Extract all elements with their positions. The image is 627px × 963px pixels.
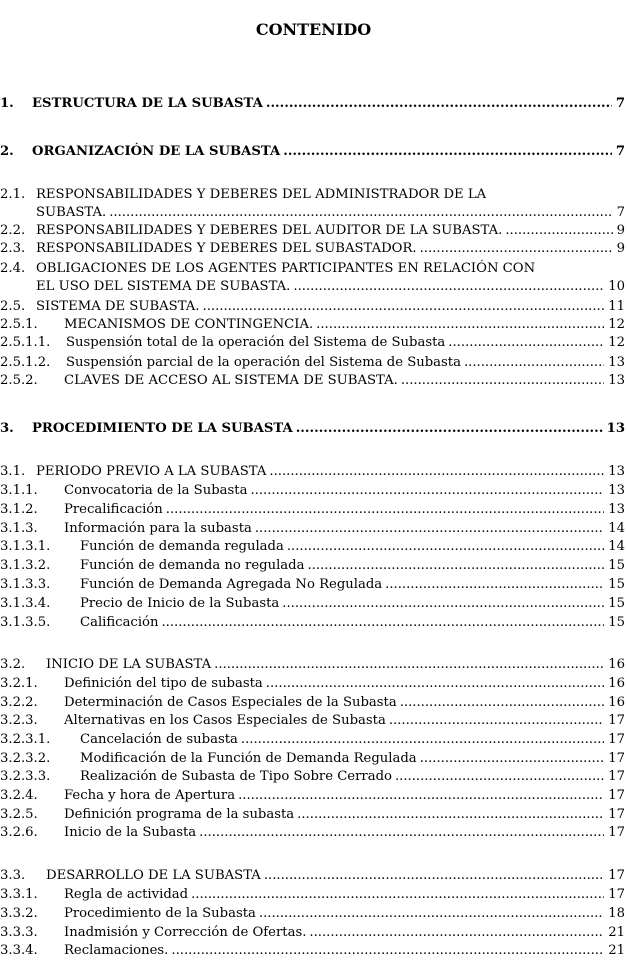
toc-entry-title: Modificación de la Función de Demanda Regulada [80, 751, 417, 766]
toc-leader-dots [400, 694, 605, 712]
toc-leader-dots [241, 731, 604, 749]
toc-entry-page: 13 [608, 464, 625, 479]
toc-leader-dots [283, 143, 612, 161]
toc-leader-dots [161, 614, 604, 632]
toc-entry[interactable] [0, 712, 627, 730]
toc-entry[interactable] [0, 334, 627, 352]
toc-entry-title: Definición del tipo de subasta [64, 676, 263, 691]
toc-entry[interactable] [0, 354, 627, 372]
toc-leader-dots [238, 787, 604, 805]
toc-entry-number: 3.1.1. [0, 483, 38, 498]
toc-leader-dots [259, 905, 604, 923]
toc-entry-title: Función de Demanda Agregada No Regulada [80, 577, 383, 592]
toc-entry-number: 3.2.6. [0, 825, 38, 840]
toc-entry-number: 2.5.2. [0, 373, 38, 388]
toc-entry-number: 3.1. [0, 464, 26, 479]
toc-leader-dots [385, 576, 604, 594]
toc-entry-title: Determinación de Casos Especiales de la Subasta [64, 695, 397, 710]
toc-leader-dots [269, 463, 604, 481]
toc-entry[interactable] [0, 557, 627, 575]
toc-entry-title: ESTRUCTURA DE LA SUBASTA [32, 96, 263, 111]
toc-entry-page: 18 [608, 906, 625, 921]
toc-entry-title-continuation: SUBASTA. [36, 205, 107, 220]
toc-entry-number: 3.1.3. [0, 521, 38, 536]
toc-leader-dots [203, 298, 605, 316]
toc-entry-title: RESPONSABILIDADES Y DEBERES DEL AUDITOR DE LA SUBASTA. [36, 223, 503, 238]
toc-entry-number: 3.1.3.2. [0, 558, 51, 573]
toc-entry-number: 3.2.3.1. [0, 732, 51, 747]
toc-entry-title: MECANISMOS DE CONTINGENCIA. [64, 317, 314, 332]
toc-entry-page: 7 [615, 96, 625, 111]
toc-entry-page: 17 [608, 732, 625, 747]
toc-entry[interactable] [0, 463, 627, 481]
toc-leader-dots [191, 886, 604, 904]
toc-entry-title: RESPONSABILIDADES Y DEBERES DEL SUBASTADOR. [36, 241, 417, 256]
toc-leader-dots [199, 824, 604, 842]
toc-entry[interactable] [0, 316, 627, 334]
toc-entry-page: 21 [608, 925, 625, 940]
toc-leader-dots [266, 95, 612, 113]
toc-entry-title: RESPONSABILIDADES Y DEBERES DEL ADMINISTRADOR DE LA [36, 187, 487, 202]
toc-entry[interactable] [0, 372, 627, 390]
toc-entry-title: Regla de actividad [64, 887, 189, 902]
toc-entry-number: 2.4. [0, 261, 26, 276]
toc-title: CONTENIDO [255, 20, 372, 39]
toc-entry[interactable] [0, 750, 627, 768]
toc-entry[interactable] [0, 501, 627, 519]
toc-entry[interactable] [0, 222, 627, 240]
toc-entry-title: Realización de Subasta de Tipo Sobre Cerrado [80, 769, 392, 784]
toc-entry-page: 10 [608, 279, 625, 294]
toc-leader-dots [109, 204, 612, 222]
toc-entry-number: 3.1.3.3. [0, 577, 51, 592]
toc-entry-number: 3.2.3.2. [0, 751, 51, 766]
toc-entry-page: 13 [608, 373, 625, 388]
toc-entry-title: Suspensión total de la operación del Sistema de Subasta [66, 335, 446, 350]
toc-entry-number: 2. [0, 144, 14, 159]
toc-entry[interactable] [0, 675, 627, 693]
toc-leader-dots [287, 538, 604, 556]
toc-leader-dots [293, 278, 604, 296]
toc-leader-dots [264, 867, 604, 885]
toc-entry-number: 3.3.1. [0, 887, 38, 902]
toc-entry[interactable] [0, 298, 627, 316]
toc-entry-title: Cancelación de subasta [80, 732, 238, 747]
toc-entry-title: INICIO DE LA SUBASTA [46, 657, 212, 672]
toc-entry-title: Fecha y hora de Apertura [64, 788, 236, 803]
toc-entry-page: 12 [608, 335, 625, 350]
toc-leader-dots [309, 924, 604, 942]
toc-entry-number: 3.3.4. [0, 943, 38, 958]
toc-leader-dots [166, 501, 604, 519]
toc-entry-page: 15 [608, 615, 625, 630]
toc-entry-number: 2.5.1. [0, 317, 38, 332]
toc-entry-number: 2.2. [0, 223, 26, 238]
toc-entry-title: Información para la subasta [64, 521, 252, 536]
toc-entry-title-continuation: EL USO DEL SISTEMA DE SUBASTA. [36, 279, 291, 294]
toc-entry-page: 11 [608, 299, 625, 314]
toc-entry-page: 15 [608, 596, 625, 611]
toc-leader-dots [282, 595, 604, 613]
toc-entry-title: Precalificación [64, 502, 163, 517]
toc-entry[interactable] [0, 924, 627, 942]
toc-entry-title: Definición programa de la subasta [64, 807, 295, 822]
toc-entry-number: 3.1.3.4. [0, 596, 51, 611]
toc-entry[interactable] [0, 731, 627, 749]
toc-entry-number: 3.1.3.5. [0, 615, 51, 630]
toc-leader-dots [448, 334, 604, 352]
toc-entry-page: 16 [608, 676, 625, 691]
toc-entry-title: OBLIGACIONES DE LOS AGENTES PARTICIPANTES EN RELACIÓN CON [36, 261, 536, 276]
toc-entry-number: 3.2.2. [0, 695, 38, 710]
toc-entry[interactable] [0, 143, 627, 161]
toc-leader-dots [505, 222, 612, 240]
toc-entry-title: Convocatoria de la Subasta [64, 483, 248, 498]
toc-entry-number: 1. [0, 96, 14, 111]
toc-entry-number: 3.3. [0, 868, 26, 883]
toc-entry-page: 17 [608, 769, 625, 784]
toc-entry-number: 3.3.3. [0, 925, 38, 940]
toc-leader-dots [401, 372, 604, 390]
toc-entry-number: 3.2.1. [0, 676, 38, 691]
toc-entry-title: PROCEDIMIENTO DE LA SUBASTA [32, 421, 293, 436]
toc-leader-dots [297, 806, 604, 824]
toc-entry-title: DESARROLLO DE LA SUBASTA [46, 868, 261, 883]
toc-entry[interactable] [0, 824, 627, 842]
toc-leader-dots [307, 557, 604, 575]
toc-entry-title: ORGANIZACIÓN DE LA SUBASTA [32, 144, 281, 159]
toc-leader-dots [266, 675, 604, 693]
toc-entry-title: Función de demanda no regulada [80, 558, 305, 573]
toc-entry-page: 14 [608, 539, 625, 554]
toc-entry[interactable] [0, 576, 627, 594]
toc-entry-page: 15 [608, 558, 625, 573]
toc-leader-dots [316, 316, 604, 334]
toc-entry-page: 17 [608, 713, 625, 728]
toc-entry-title: CLAVES DE ACCESO AL SISTEMA DE SUBASTA. [64, 373, 398, 388]
toc-entry[interactable] [0, 595, 627, 613]
toc-entry-number: 3.1.3.1. [0, 539, 51, 554]
toc-entry-number: 3. [0, 421, 14, 436]
toc-entry[interactable] [0, 694, 627, 712]
toc-entry-title: PERIODO PREVIO A LA SUBASTA [36, 464, 267, 479]
toc-entry-title: Alternativas en los Casos Especiales de Subasta [64, 713, 386, 728]
toc-entry-number: 3.2. [0, 657, 26, 672]
toc-leader-dots [420, 240, 613, 258]
toc-entry-page: 7 [616, 205, 625, 220]
toc-entry-page: 17 [608, 751, 625, 766]
toc-entry-number: 2.1. [0, 187, 26, 202]
toc-entry[interactable] [0, 420, 627, 438]
toc-entry[interactable] [0, 614, 627, 632]
toc-entry-title: Reclamaciones. [64, 943, 169, 958]
toc-leader-dots [250, 482, 604, 500]
toc-entry-number: 3.3.2. [0, 906, 38, 921]
toc-entry-page: 16 [608, 695, 625, 710]
toc-entry-number: 2.3. [0, 241, 26, 256]
toc-entry[interactable] [0, 482, 627, 500]
toc-leader-dots [420, 750, 605, 768]
toc-entry-page: 17 [608, 807, 625, 822]
toc-entry-title: Precio de Inicio de la Subasta [80, 596, 280, 611]
toc-entry-page: 16 [608, 657, 625, 672]
toc-entry[interactable] [0, 95, 627, 113]
toc-entry-page: 9 [616, 223, 625, 238]
toc-entry-page: 13 [608, 355, 625, 370]
toc-entry[interactable] [0, 768, 627, 786]
toc-leader-dots [296, 420, 603, 438]
toc-entry-title: SISTEMA DE SUBASTA. [36, 299, 200, 314]
toc-entry-page: 13 [608, 483, 625, 498]
toc-entry-title: Inicio de la Subasta [64, 825, 197, 840]
toc-entry-title: Procedimiento de la Subasta [64, 906, 256, 921]
toc-leader-dots [214, 656, 604, 674]
toc-entry-title: Suspensión parcial de la operación del Sistema de Subasta [66, 355, 461, 370]
toc-entry-number: 3.2.4. [0, 788, 38, 803]
toc-leader-dots [389, 712, 604, 730]
toc-entry[interactable] [0, 538, 627, 556]
toc-entry-page: 17 [608, 887, 625, 902]
toc-entry-number: 2.5. [0, 299, 26, 314]
toc-entry-number: 3.2.5. [0, 807, 38, 822]
toc-entry[interactable] [0, 520, 627, 538]
toc-entry-title: Calificación [80, 615, 159, 630]
toc-entry-continuation[interactable] [0, 278, 627, 296]
toc-entry-number: 2.5.1.2. [0, 355, 51, 370]
toc-entry-title: Inadmisión y Corrección de Ofertas. [64, 925, 307, 940]
toc-entry[interactable] [0, 240, 627, 258]
toc-entry-page: 14 [608, 521, 625, 536]
toc-entry-page: 9 [616, 241, 625, 256]
toc-entry-number: 3.2.3.3. [0, 769, 51, 784]
toc-entry-page: 17 [608, 788, 625, 803]
toc-entry-number: 2.5.1.1. [0, 335, 51, 350]
toc-entry[interactable] [0, 806, 627, 824]
toc-entry-page: 15 [608, 577, 625, 592]
toc-leader-dots [464, 354, 604, 372]
toc-entry[interactable] [0, 942, 627, 960]
toc-entry-page: 7 [615, 144, 625, 159]
toc-entry-number: 3.2.3. [0, 713, 38, 728]
toc-entry-page: 17 [608, 868, 625, 883]
toc-leader-dots [171, 942, 604, 960]
toc-entry[interactable] [0, 886, 627, 904]
toc-entry-title: Función de demanda regulada [80, 539, 284, 554]
toc-entry-page: 17 [608, 825, 625, 840]
toc-entry[interactable] [0, 656, 627, 674]
toc-entry-number: 3.1.2. [0, 502, 38, 517]
toc-entry[interactable] [0, 867, 627, 885]
toc-leader-dots [255, 520, 604, 538]
toc-entry[interactable] [0, 905, 627, 923]
toc-entry-page: 13 [606, 421, 625, 436]
toc-entry-page: 13 [608, 502, 625, 517]
toc-entry[interactable] [0, 260, 627, 278]
toc-entry[interactable] [0, 787, 627, 805]
toc-entry-page: 12 [608, 317, 625, 332]
toc-entry-continuation[interactable] [0, 204, 627, 222]
toc-entry[interactable] [0, 186, 627, 204]
toc-entry-page: 21 [608, 943, 625, 958]
toc-leader-dots [395, 768, 604, 786]
